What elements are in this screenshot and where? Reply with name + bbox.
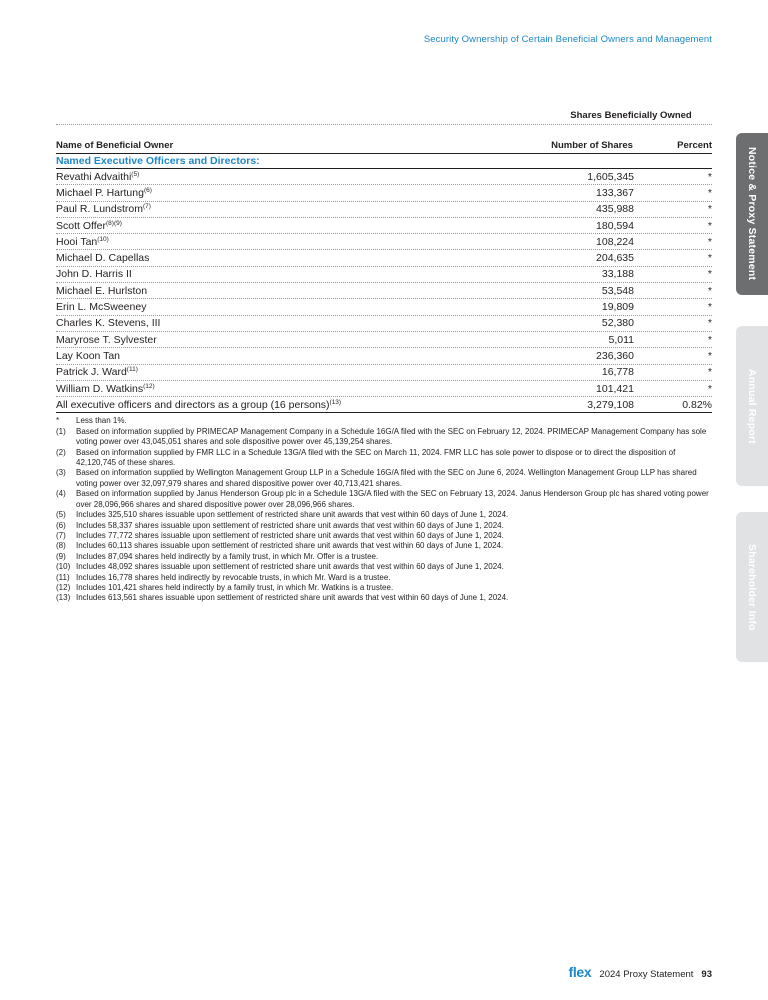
shares-value: 101,421	[596, 382, 634, 395]
footnote-text: Includes 77,772 shares issuable upon settlement of restricted share unit awards that vest within 60 days of June 1, 2024.	[76, 530, 504, 540]
percent-value: *	[707, 235, 712, 248]
table-row	[56, 381, 712, 397]
percent-value: *	[707, 382, 712, 395]
owner-name	[56, 236, 550, 248]
owner-name	[56, 203, 550, 215]
footnote	[56, 468, 712, 489]
footnote-text: Less than 1%.	[76, 416, 127, 426]
shares-value: 435,988	[596, 203, 634, 216]
page-header-title: Security Ownership of Certain Beneficial Owners and Management	[423, 34, 712, 45]
percent-value: *	[707, 268, 712, 281]
owner-name-text: John D. Harris II	[56, 268, 132, 281]
footnote-text: Based on information supplied by Janus Henderson Group plc in a Schedule 13G/A filed with the SEC on February 13, 2024. Janus Henderson Group plc has shared voting power over 28,096,966 shares and shared dispositive power over 28,096,966 shares.	[76, 489, 709, 509]
table-row	[56, 202, 712, 218]
owner-name-text: Scott Offer	[56, 219, 106, 232]
owner-name	[56, 220, 550, 232]
footnote-ref: (10)	[97, 235, 109, 243]
table-row	[56, 348, 712, 364]
footnote	[56, 583, 712, 593]
footnote	[56, 510, 712, 520]
footnote-ref: (11)	[126, 366, 138, 374]
footnote	[56, 573, 712, 583]
owner-name	[56, 268, 550, 280]
shares-value: 16,778	[601, 366, 634, 379]
footnote	[56, 531, 712, 541]
percent-value: *	[707, 349, 712, 362]
shares-value: 108,224	[596, 235, 634, 248]
footnote	[56, 427, 712, 448]
shares-value: 52,380	[601, 317, 634, 330]
footnotes	[56, 416, 712, 603]
footnote	[56, 593, 712, 603]
shares-value: 133,367	[596, 186, 634, 199]
footnote-text: Includes 101,421 shares held indirectly by a family trust, in which Mr. Watkins is a trustee.	[76, 582, 394, 592]
footnote-text: Includes 16,778 shares held indirectly by revocable trusts, in which Mr. Ward is a trustee.	[76, 572, 391, 582]
footnote-text: Includes 58,337 shares issuable upon settlement of restricted share unit awards that vest within 60 days of June 1, 2024.	[76, 520, 504, 530]
percent-value: *	[707, 219, 712, 232]
owner-name	[56, 383, 550, 395]
owner-name	[56, 334, 550, 346]
footnote-text: Based on information supplied by PRIMECAP Management Company in a Schedule 16G/A filed with the SEC on February 12, 2024. PRIMECAP Management Company has sole voting power over 43,045,051 shares and sole dispositive power over 45,139,254 shares.	[76, 426, 707, 447]
owner-name-text: Revathi Advaithi	[56, 170, 132, 183]
shares-value: 33,188	[601, 268, 634, 281]
column-header-name: Name of Beneficial Owner	[56, 140, 174, 151]
footnote	[56, 541, 712, 551]
table-row	[56, 316, 712, 332]
percent-value: *	[707, 284, 712, 297]
footnote	[56, 416, 712, 426]
flex-logo: flex	[568, 964, 592, 980]
footnote-marker: (3)	[56, 468, 66, 478]
footnote-ref: (8)(9)	[106, 219, 122, 227]
shares-beneficially-owned-header: Shares Beneficially Owned	[570, 110, 692, 121]
owner-name-text: William D. Watkins	[56, 382, 144, 395]
owner-name-text: All executive officers and directors as a group (16 persons)	[56, 398, 330, 411]
side-tab-label: Shareholder Info	[746, 543, 758, 631]
footnote-marker: (5)	[56, 510, 66, 520]
owner-name-text: Michael D. Capellas	[56, 252, 150, 265]
footnote-text: Based on information supplied by Wellington Management Group LLP in a Schedule 16G/A filed with the SEC on June 6, 2024. Wellington Management Group LLP has shared voting power over 32,097,979 shares and shared dispositive power over 40,713,421 shares.	[76, 468, 697, 488]
shares-value: 3,279,108	[587, 398, 634, 411]
shares-value: 5,011	[608, 333, 634, 346]
owner-name	[56, 285, 550, 297]
footnote-ref: (7)	[142, 203, 151, 211]
footnote-marker: (4)	[56, 489, 66, 499]
side-tab-label: Annual Report	[746, 368, 758, 444]
footnote-ref: (5)	[131, 170, 140, 178]
percent-value: *	[707, 203, 712, 216]
percent-value: *	[707, 333, 712, 346]
table-row	[56, 218, 712, 234]
owner-name	[56, 252, 550, 264]
owner-name-text: Patrick J. Ward	[56, 366, 127, 379]
percent-value: *	[707, 170, 712, 183]
owner-name	[56, 366, 550, 378]
table-body	[56, 169, 712, 413]
footnote	[56, 562, 712, 572]
footnote-text: Includes 48,092 shares issuable upon settlement of restricted share unit awards that vest within 60 days of June 1, 2024.	[76, 562, 504, 572]
table-row	[56, 397, 712, 413]
owner-name-text: Hooi Tan	[56, 235, 98, 248]
shares-value: 19,809	[601, 301, 634, 314]
footnote-marker: (1)	[56, 426, 66, 436]
footnote-text: Includes 60,113 shares issuable upon settlement of restricted share unit awards that vest within 60 days of June 1, 2024.	[76, 541, 504, 551]
side-tab-notice-proxy-statement[interactable]	[736, 133, 768, 295]
side-tab-shareholder-info[interactable]	[736, 512, 768, 662]
footnote-marker: *	[56, 416, 60, 426]
section-heading: Named Executive Officers and Directors:	[56, 154, 712, 169]
side-tab-label: Notice & Proxy Statement	[746, 147, 758, 281]
table-row	[56, 332, 712, 348]
column-header-shares: Number of Shares	[551, 140, 633, 151]
owner-name	[56, 317, 550, 329]
table-row	[56, 250, 712, 266]
footnote-text: Includes 87,094 shares held indirectly by a family trust, in which Mr. Offer is a trustee.	[76, 551, 379, 561]
footer-doc-title: 2024 Proxy Statement	[599, 969, 694, 980]
percent-value: *	[707, 252, 712, 265]
side-tab-annual-report[interactable]	[736, 326, 768, 486]
owner-name-text: Paul R. Lundstrom	[56, 203, 143, 216]
table-row	[56, 169, 712, 185]
table-row	[56, 365, 712, 381]
shares-value: 53,548	[601, 284, 634, 297]
footnote	[56, 521, 712, 531]
footnote	[56, 552, 712, 562]
owner-name	[56, 350, 550, 362]
table-row	[56, 299, 712, 315]
owner-name-text: Lay Koon Tan	[56, 349, 121, 362]
owner-name-text: Erin L. McSweeney	[56, 301, 147, 314]
owner-name-text: Michael P. Hartung	[56, 186, 144, 199]
footnote-ref: (12)	[143, 382, 155, 390]
table-row	[56, 234, 712, 250]
footnote-marker: (7)	[56, 530, 66, 540]
footnote-marker: (6)	[56, 520, 66, 530]
footnote-marker: (12)	[56, 582, 71, 592]
owner-name	[56, 171, 550, 183]
percent-value: *	[707, 186, 712, 199]
percent-value: *	[707, 366, 712, 379]
owner-name-text: Maryrose T. Sylvester	[56, 333, 157, 346]
owner-name	[56, 187, 550, 199]
owner-name-text: Michael E. Hurlston	[56, 284, 148, 297]
page-number: 93	[701, 969, 712, 980]
footnote-marker: (2)	[56, 447, 66, 457]
shares-value: 204,635	[596, 252, 634, 265]
table-column-headers	[56, 125, 712, 154]
table-row	[56, 283, 712, 299]
percent-value: *	[707, 317, 712, 330]
percent-value: *	[707, 301, 712, 314]
footnote-marker: (9)	[56, 551, 66, 561]
owner-name	[56, 301, 550, 313]
column-header-percent: Percent	[677, 140, 712, 151]
footnote-ref: (13)	[329, 398, 342, 406]
footnote	[56, 489, 712, 510]
owner-name	[56, 399, 550, 411]
shares-value: 1,605,345	[587, 170, 634, 183]
footnote-marker: (10)	[56, 562, 71, 572]
footnote-marker: (8)	[56, 541, 66, 551]
table-row	[56, 185, 712, 201]
footnote-text: Based on information supplied by FMR LLC in a Schedule 13G/A filed with the SEC on March 11, 2024. FMR LLC has sole power to dispose or to direct the disposition of 42,120,745 of these shares.	[76, 447, 676, 468]
owner-name-text: Charles K. Stevens, III	[56, 317, 161, 330]
percent-value: 0.82%	[682, 398, 712, 411]
table-group-header	[56, 110, 712, 125]
beneficial-ownership-table	[56, 110, 712, 604]
shares-value: 236,360	[596, 349, 634, 362]
footnote-text: Includes 613,561 shares issuable upon settlement of restricted share unit awards that vest within 60 days of June 1, 2024.	[76, 593, 509, 603]
footnote-marker: (13)	[56, 593, 71, 603]
footnote-text: Includes 325,510 shares issuable upon settlement of restricted share unit awards that vest within 60 days of June 1, 2024.	[76, 510, 509, 520]
page-footer	[568, 964, 712, 980]
shares-value: 180,594	[596, 219, 634, 232]
footnote-marker: (11)	[56, 572, 70, 582]
table-row	[56, 267, 712, 283]
footnote	[56, 448, 712, 469]
footnote-ref: (6)	[143, 186, 152, 194]
